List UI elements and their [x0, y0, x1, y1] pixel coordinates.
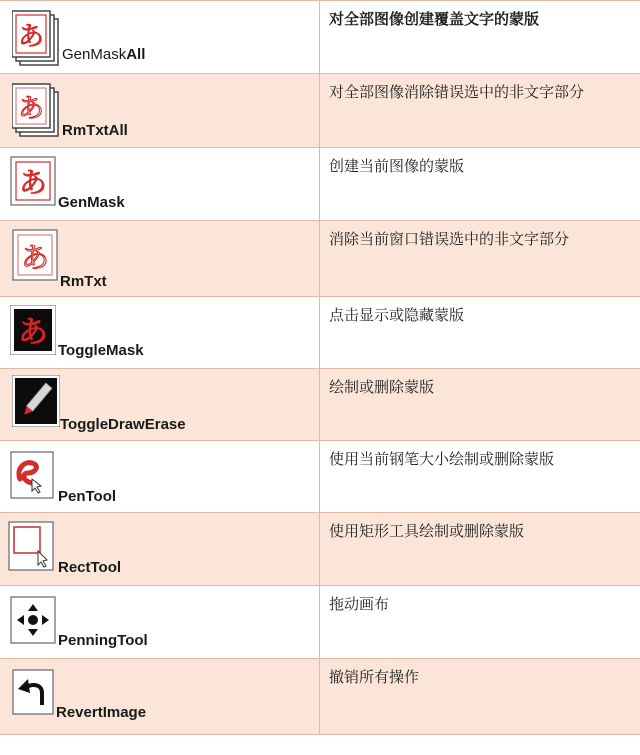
rectangle-icon: [8, 521, 54, 571]
red-a-icon: [10, 156, 56, 206]
tool-description: 对全部图像消除错误选中的非文字部分: [329, 83, 585, 101]
tool-description: 创建当前图像的蒙版: [329, 157, 465, 175]
svg-text:あ: あ: [20, 241, 50, 274]
column-divider: [319, 369, 320, 440]
tool-description: 对全部图像创建覆盖文字的蒙版: [329, 10, 540, 28]
table-row: [0, 513, 640, 586]
undo-arrow-icon: [12, 669, 54, 715]
table-row: [0, 148, 640, 221]
tool-description: 绘制或删除蒙版: [329, 378, 435, 396]
stacked-red-a-icon: [12, 9, 62, 69]
table-row: [0, 586, 640, 659]
table-row: [0, 297, 640, 369]
stacked-outline-a-icon: [12, 82, 62, 140]
svg-text:あ: あ: [17, 94, 45, 124]
column-divider: [319, 221, 320, 296]
column-divider: [319, 74, 320, 147]
pen-stroke-icon: [10, 451, 54, 499]
tool-description: 拖动画布: [329, 595, 390, 613]
column-divider: [319, 659, 320, 734]
tool-name: PenTool: [58, 488, 117, 505]
outline-a-icon: [12, 229, 58, 281]
tool-description: 使用当前钢笔大小绘制或删除蒙版: [329, 450, 555, 468]
column-divider: [319, 513, 320, 585]
column-divider: [319, 441, 320, 512]
tool-name: GenMaskAll: [62, 46, 146, 63]
move-arrows-icon: [10, 596, 56, 644]
tool-name: RectTool: [58, 559, 122, 576]
tool-name: RevertImage: [56, 704, 147, 721]
column-divider: [319, 297, 320, 368]
table-row: [0, 1, 640, 74]
column-divider: [319, 148, 320, 220]
svg-text:あ: あ: [18, 315, 48, 350]
tool-description: 点击显示或隐藏蒙版: [329, 306, 465, 324]
table-row: [0, 441, 640, 513]
column-divider: [319, 586, 320, 658]
tool-name: PenningTool: [58, 632, 148, 649]
table-row: [0, 369, 640, 441]
svg-text:あ: あ: [18, 166, 48, 199]
table-row: [0, 221, 640, 297]
tool-name: ToggleMask: [58, 342, 144, 359]
column-divider: [319, 1, 320, 73]
tool-name: ToggleDrawErase: [60, 416, 186, 433]
tool-name: RmTxtAll: [62, 122, 128, 139]
tool-description: 撤销所有操作: [329, 668, 420, 686]
pencil-icon: [12, 375, 60, 427]
svg-text:あ: あ: [17, 22, 45, 52]
tool-name: GenMask: [58, 194, 125, 211]
tool-description: 消除当前窗口错误选中的非文字部分: [329, 230, 570, 248]
table-row: [0, 659, 640, 735]
table-row: [0, 74, 640, 148]
black-red-a-icon: [10, 305, 56, 355]
tool-description: 使用矩形工具绘制或删除蒙版: [329, 522, 525, 540]
tool-name: RmTxt: [60, 273, 107, 290]
